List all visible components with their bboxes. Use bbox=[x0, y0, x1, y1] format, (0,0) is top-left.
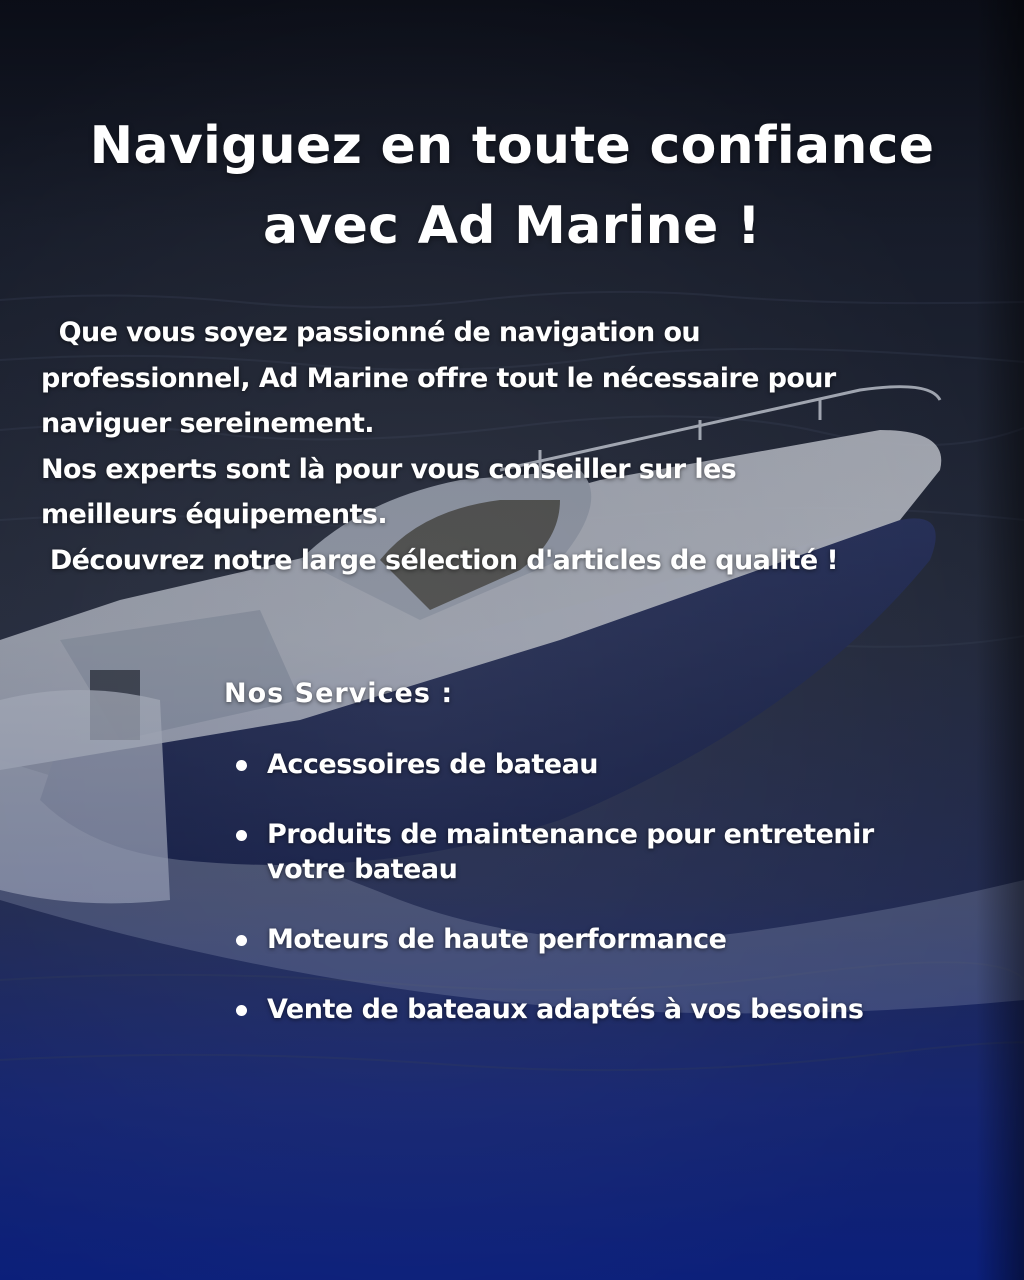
service-label: Accessoires de bateau bbox=[267, 749, 599, 780]
services-list bbox=[232, 747, 952, 1027]
service-item bbox=[232, 922, 952, 957]
intro-line: naviguer sereinement. bbox=[41, 408, 374, 439]
service-label: Produits de maintenance pour entretenir votre bateau bbox=[267, 819, 874, 885]
page-title bbox=[40, 106, 984, 266]
services-heading: Nos Services : bbox=[224, 678, 454, 709]
service-item bbox=[232, 817, 952, 887]
intro-line: Que vous soyez passionné de navigation ou bbox=[41, 317, 701, 348]
intro-line: professionnel, Ad Marine offre tout le nécessaire pour bbox=[41, 362, 836, 394]
bullet-icon bbox=[236, 830, 247, 841]
bullet-icon bbox=[236, 760, 247, 771]
service-label: Vente de bateaux adaptés à vos besoins bbox=[267, 994, 864, 1025]
service-item bbox=[232, 747, 952, 782]
intro-line: Nos experts sont là pour vous conseiller sur les bbox=[41, 453, 737, 485]
title-line-1: Naviguez en toute confiance bbox=[89, 116, 935, 176]
intro-paragraph bbox=[41, 310, 961, 583]
title-line-2: avec Ad Marine ! bbox=[263, 196, 761, 256]
service-item bbox=[232, 992, 952, 1027]
service-label: Moteurs de haute performance bbox=[267, 924, 727, 955]
bullet-icon bbox=[236, 1005, 247, 1016]
intro-line: Découvrez notre large sélection d'articles de qualité ! bbox=[41, 544, 839, 576]
intro-line: meilleurs équipements. bbox=[41, 499, 387, 530]
bullet-icon bbox=[236, 935, 247, 946]
